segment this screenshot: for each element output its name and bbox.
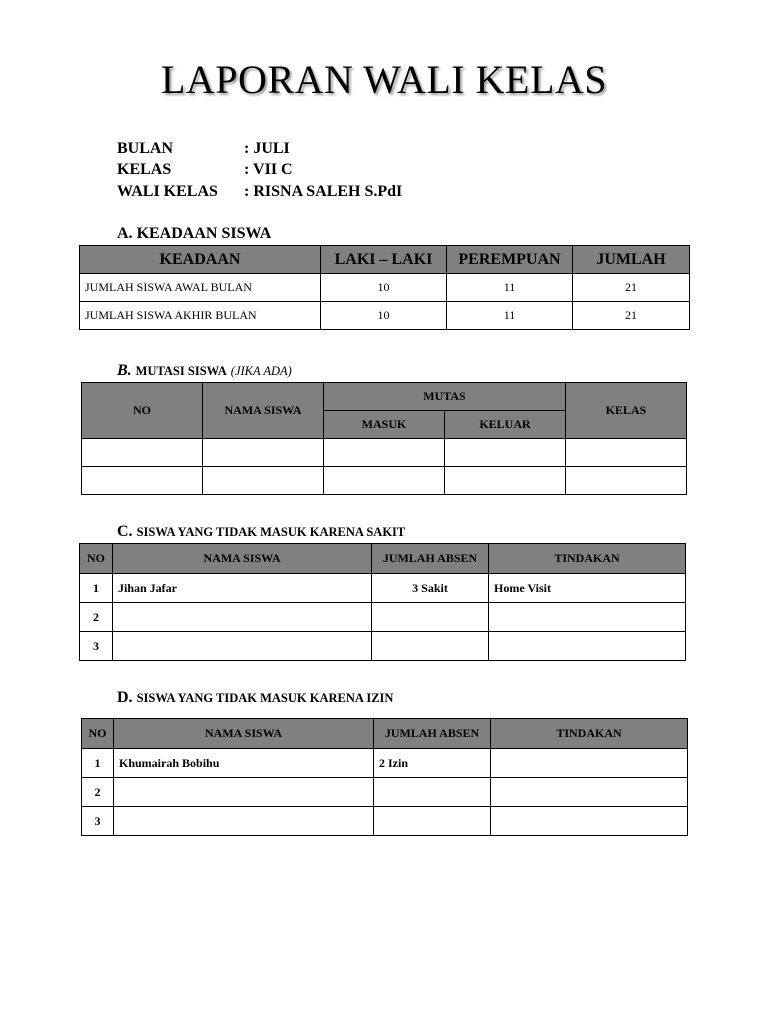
table-row	[80, 302, 690, 330]
table-row	[82, 749, 688, 778]
cell-empty	[82, 467, 203, 495]
section-title: MUTASI SISWA	[135, 364, 227, 378]
cell-tindakan	[491, 749, 688, 778]
cell-tindakan: Home Visit	[489, 574, 686, 603]
cell-empty	[203, 467, 324, 495]
section-d-heading	[117, 689, 393, 707]
header-jumlah: JUMLAH	[573, 246, 690, 274]
cell-no: 2	[80, 603, 113, 632]
header-keadaan: KEADAAN	[80, 246, 321, 274]
cell-jumlah: 21	[573, 302, 690, 330]
header-nama-siswa: NAMA SISWA	[203, 383, 324, 439]
header-tindakan: TINDAKAN	[489, 544, 686, 574]
cell-nama-siswa: Khumairah Bobihu	[114, 749, 374, 778]
header-perempuan: PEREMPUAN	[447, 246, 573, 274]
section-b-heading	[117, 362, 292, 380]
header-masuk: MASUK	[324, 411, 445, 439]
header-laki-laki: LAKI – LAKI	[321, 246, 447, 274]
header-no: NO	[80, 544, 113, 574]
section-letter: D.	[117, 689, 133, 706]
cell-jumlah-absen	[372, 603, 489, 632]
table-row	[82, 439, 687, 467]
cell-tindakan	[489, 632, 686, 661]
cell-empty	[82, 439, 203, 467]
header-kelas: KELAS	[566, 383, 687, 439]
cell-perempuan: 11	[447, 274, 573, 302]
header-no: NO	[82, 719, 114, 749]
section-letter: A.	[117, 225, 133, 242]
info-value: : VII C	[244, 161, 293, 178]
section-note: (JIKA ADA)	[230, 364, 292, 378]
cell-keadaan: JUMLAH SISWA AWAL BULAN	[80, 274, 321, 302]
header-keluar: KELUAR	[445, 411, 566, 439]
cell-nama-siswa	[113, 603, 372, 632]
cell-empty	[203, 439, 324, 467]
header-jumlah-absen: JUMLAH ABSEN	[372, 544, 489, 574]
cell-no: 1	[82, 749, 114, 778]
cell-empty	[445, 467, 566, 495]
cell-nama-siswa	[113, 632, 372, 661]
header-jumlah-absen: JUMLAH ABSEN	[374, 719, 491, 749]
table-row	[82, 778, 688, 807]
cell-empty	[324, 467, 445, 495]
cell-keadaan: JUMLAH SISWA AKHIR BULAN	[80, 302, 321, 330]
cell-perempuan: 11	[447, 302, 573, 330]
cell-nama-siswa	[114, 778, 374, 807]
mutasi-siswa-table	[81, 382, 687, 495]
cell-tindakan	[491, 778, 688, 807]
cell-empty	[324, 439, 445, 467]
table-row	[82, 467, 687, 495]
table-row	[80, 274, 690, 302]
sakit-table	[79, 543, 686, 661]
table-row	[82, 807, 688, 836]
cell-jumlah-absen	[374, 807, 491, 836]
cell-empty	[445, 439, 566, 467]
header-mutasi: MUTAS	[324, 383, 566, 411]
table-row	[80, 603, 686, 632]
cell-jumlah-absen	[374, 778, 491, 807]
cell-empty	[566, 439, 687, 467]
izin-table	[81, 718, 688, 836]
cell-empty	[566, 467, 687, 495]
cell-jumlah: 21	[573, 274, 690, 302]
cell-no: 1	[80, 574, 113, 603]
header-tindakan: TINDAKAN	[491, 719, 688, 749]
header-nama-siswa: NAMA SISWA	[113, 544, 372, 574]
info-value: : JULI	[244, 140, 290, 157]
cell-laki-laki: 10	[321, 274, 447, 302]
keadaan-siswa-table	[79, 245, 690, 330]
section-a-heading	[117, 225, 271, 243]
cell-jumlah-absen: 2 Izin	[374, 749, 491, 778]
header-nama-siswa: NAMA SISWA	[114, 719, 374, 749]
info-value: : RISNA SALEH S.PdI	[244, 183, 403, 200]
info-label: BULAN	[117, 140, 174, 157]
cell-no: 3	[82, 807, 114, 836]
page-title: LAPORAN WALI KELAS	[160, 57, 608, 102]
section-letter: C.	[117, 523, 133, 540]
table-row	[80, 574, 686, 603]
section-title: SISWA YANG TIDAK MASUK KARENA SAKIT	[136, 525, 406, 539]
info-label: KELAS	[117, 161, 172, 178]
info-label: WALI KELAS	[117, 183, 218, 200]
cell-no: 3	[80, 632, 113, 661]
section-letter: B.	[117, 362, 132, 379]
section-c-heading	[117, 523, 405, 541]
cell-nama-siswa	[114, 807, 374, 836]
cell-jumlah-absen	[372, 632, 489, 661]
cell-nama-siswa: Jihan Jafar	[113, 574, 372, 603]
cell-laki-laki: 10	[321, 302, 447, 330]
cell-tindakan	[489, 603, 686, 632]
section-title: KEADAAN SISWA	[136, 225, 272, 242]
section-title: SISWA YANG TIDAK MASUK KARENA IZIN	[136, 691, 394, 705]
cell-jumlah-absen: 3 Sakit	[372, 574, 489, 603]
cell-no: 2	[82, 778, 114, 807]
cell-tindakan	[491, 807, 688, 836]
header-no: NO	[82, 383, 203, 439]
table-row	[80, 632, 686, 661]
